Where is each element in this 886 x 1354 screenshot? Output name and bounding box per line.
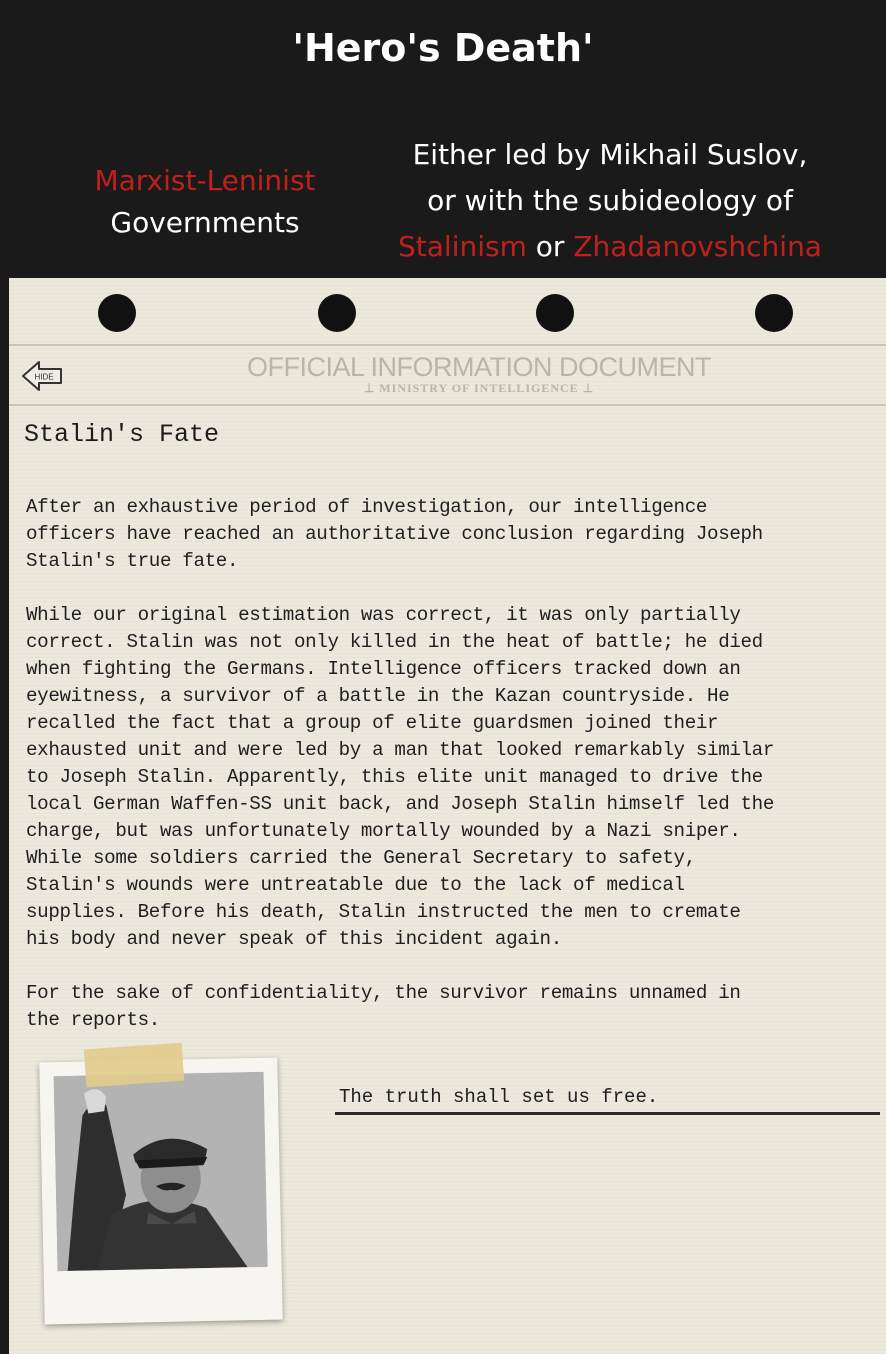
or-label: or bbox=[535, 230, 565, 263]
document-heading: Stalin's Fate bbox=[24, 420, 220, 449]
body-paragraph: For the sake of confidentiality, the survivor remains unnamed in the reports. bbox=[26, 982, 741, 1031]
condition-right bbox=[370, 132, 850, 270]
stalinism-label: Stalinism bbox=[398, 230, 527, 263]
back-arrow-icon bbox=[21, 358, 65, 394]
event-title: 'Hero's Death' bbox=[292, 26, 594, 70]
signature-line bbox=[335, 1112, 880, 1115]
document-body bbox=[26, 494, 881, 1061]
ideology-label: Marxist-Leninist bbox=[94, 164, 316, 197]
governments-label: Governments bbox=[110, 206, 300, 239]
document-subtitle bbox=[129, 381, 829, 396]
condition-line-1: Either led by Mikhail Suslov, bbox=[412, 138, 808, 171]
document-title: OFFICIAL INFORMATION DOCUMENT bbox=[247, 352, 711, 382]
ministry-emblem-icon: ⊥ bbox=[363, 381, 376, 395]
ministry-emblem-icon: ⊥ bbox=[582, 381, 595, 395]
left-edge bbox=[0, 278, 9, 1354]
zhdanovshchina-label: Zhadanovshchina bbox=[573, 230, 822, 263]
portrait-image bbox=[54, 1072, 268, 1271]
condition-line-3 bbox=[370, 224, 850, 270]
divider bbox=[9, 404, 886, 406]
hide-button[interactable] bbox=[21, 358, 65, 394]
header-banner bbox=[0, 0, 886, 278]
body-paragraph: While our original estimation was correct, it was only partially correct. Stalin was not only killed in the heat of battle; he died when fighting the Germans. Intelligence officers tracked down an eyewitness, a survivor of a battle in the Kazan countryside. He recalled the fact that a group of elite guardsmen joined their exhausted unit and were led by a man that looked remarkably similar to Joseph Stalin. Apparently, this elite unit managed to drive the local German Waffen-SS unit back, and Joseph Stalin himself led the charge, but was unfortunately mortally wounded by a Nazi sniper. While some soldiers carried the General Secretary to safety, Stalin's wounds were untreatable due to the lack of medical supplies. Before his death, Stalin instructed the men to cremate his body and never speak of this incident again. bbox=[26, 604, 775, 950]
document-header bbox=[129, 352, 829, 396]
condition-left bbox=[60, 160, 350, 244]
binder-hole bbox=[755, 294, 793, 332]
document-paper bbox=[9, 278, 886, 1354]
divider bbox=[9, 344, 886, 346]
binder-hole bbox=[98, 294, 136, 332]
binder-hole bbox=[536, 294, 574, 332]
stalin-photo-frame bbox=[39, 1058, 282, 1325]
motto-text: The truth shall set us free. bbox=[339, 1086, 659, 1108]
ministry-label: MINISTRY OF INTELLIGENCE bbox=[379, 381, 579, 395]
stalin-photo bbox=[54, 1072, 268, 1271]
binder-hole bbox=[318, 294, 356, 332]
hide-label: HIDE bbox=[34, 372, 54, 382]
tape bbox=[84, 1043, 184, 1088]
body-paragraph: After an exhaustive period of investigation, our intelligence officers have reached an authoritative conclusion regarding Joseph Stalin's true fate. bbox=[26, 496, 763, 572]
condition-line-2: or with the subideology of bbox=[427, 184, 793, 217]
